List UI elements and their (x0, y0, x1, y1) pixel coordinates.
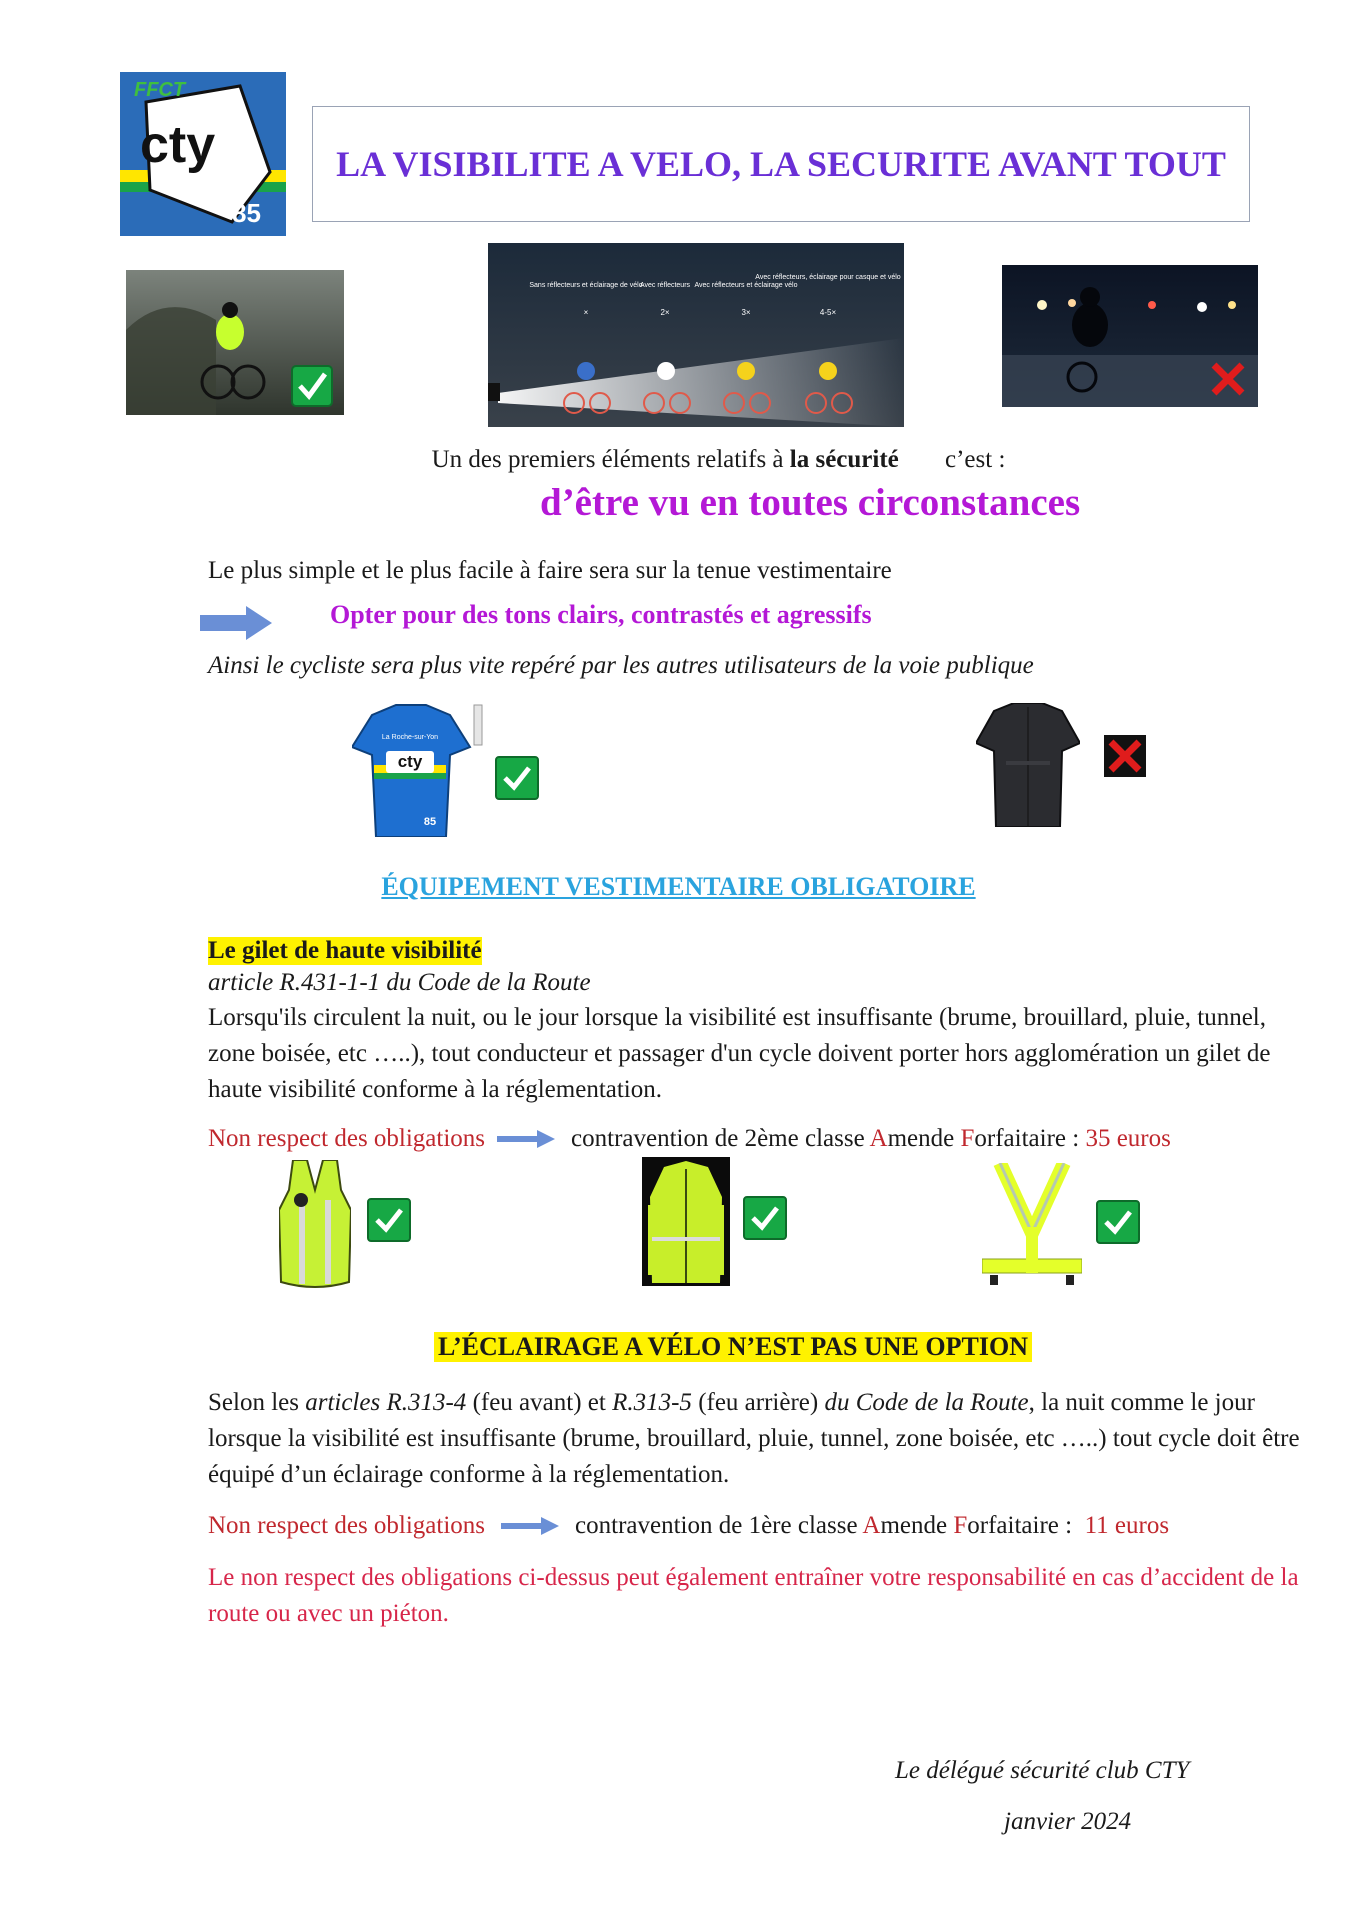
forfaitaire-initial: F (960, 1125, 975, 1152)
penalty-line-2 (208, 1512, 1169, 1540)
hi-vis-vest-image (279, 1160, 351, 1290)
amende-rest: mende (880, 1512, 954, 1539)
night-cyclist-photo (1002, 265, 1258, 407)
gilet-title: Le gilet de haute visibilité (208, 937, 482, 964)
gilet-article: article R.431-1-1 du Code de la Route (208, 969, 591, 996)
club-jersey-image (352, 703, 498, 837)
svg-text:4-5×: 4-5× (819, 308, 837, 317)
reflector-comparison-image (488, 243, 904, 427)
foggy-cyclist-photo (126, 270, 344, 415)
svg-text:FFCT: FFCT (134, 79, 186, 101)
svg-text:Avec réflecteurs et éclairage: Avec réflecteurs et éclairage vélo (694, 282, 798, 289)
signature-date: janvier 2024 (1004, 1808, 1132, 1835)
clothing-advice: Opter pour des tons clairs, contrastés et agressifs (330, 600, 872, 629)
lighting-body (208, 1385, 1308, 1493)
title-box (312, 106, 1250, 222)
check-mark-icon (495, 756, 539, 800)
svg-text:3×: 3× (741, 308, 751, 317)
intro-suffix: c’est : (938, 446, 1006, 473)
penalty-text: contravention de 2ème classe (571, 1125, 870, 1152)
cross-icon (1104, 735, 1146, 777)
dark-jersey-image (976, 703, 1080, 827)
lighting-text: , la nuit comme le jour lorsque la visibilité est insuffisante (brume, brouillard, pluie, tunnel, zone boisée, etc …..) tout cycle doit être équipé d’un éclairage conforme à la réglementation. (208, 1389, 1300, 1488)
intro-bold: la sécurité (789, 446, 899, 473)
amende-initial: A (869, 1125, 888, 1152)
lighting-text: (feu arrière) (691, 1389, 825, 1416)
right-arrow-icon (200, 606, 272, 640)
gilet-body: Lorsqu'ils circulent la nuit, ou le jour lorsque la visibilité est insuffisante (brume, brouillard, pluie, tunnel, zone boisée, etc …..), tout conducteur et passager d'un cycle doivent porter hors agglomération un gilet de haute visibilité conforme à la réglementation. (208, 1004, 1271, 1103)
svg-text:cty: cty (140, 116, 216, 174)
svg-text:85: 85 (232, 198, 261, 228)
right-arrow-icon (497, 1130, 555, 1148)
svg-text:La Roche-sur-Yon: La Roche-sur-Yon (381, 734, 439, 741)
lighting-text: Selon les (208, 1389, 306, 1416)
check-mark-icon (1096, 1200, 1140, 1244)
amende-initial: A (862, 1512, 881, 1539)
clothing-note: Ainsi le cycliste sera plus vite repéré par les autres utilisateurs de la voie publique (208, 652, 1034, 679)
page-title: LA VISIBILITE A VELO, LA SECURITE AVANT TOUT (336, 144, 1226, 184)
section-title-lighting: L’ÉCLAIRAGE A VÉLO N’EST PAS UNE OPTION (434, 1332, 1032, 1362)
intro-prefix: Un des premiers éléments relatifs à (431, 446, 790, 473)
lighting-text: (feu avant) et (466, 1389, 613, 1416)
check-mark-icon (367, 1198, 411, 1242)
svg-text:Avec réflecteurs, éclairage po: Avec réflecteurs, éclairage pour casque et vélo (755, 274, 901, 281)
signature-author: Le délégué sécurité club CTY (895, 1757, 1190, 1784)
headline: d’être vu en toutes circonstances (540, 481, 1081, 524)
check-mark-icon (743, 1196, 787, 1240)
svg-text:cty: cty (397, 752, 423, 771)
forfaitaire-initial: F (953, 1512, 968, 1539)
penalty-amount: 35 euros (1085, 1125, 1171, 1152)
clothing-line: Le plus simple et le plus facile à faire sera sur la tenue vestimentaire (208, 557, 892, 584)
svg-text:2×: 2× (660, 308, 670, 317)
svg-text:85: 85 (423, 816, 437, 828)
intro-line (0, 446, 1357, 474)
penalty-amount: 11 euros (1084, 1512, 1170, 1539)
amende-rest: mende (887, 1125, 961, 1152)
cty-logo (120, 72, 286, 236)
hi-vis-harness-image (982, 1163, 1082, 1287)
penalty-label: Non respect des obligations (208, 1125, 486, 1152)
section-title-equipment: ÉQUIPEMENT VESTIMENTAIRE OBLIGATOIRE (381, 872, 976, 901)
forfaitaire-rest: orfaitaire : (974, 1125, 1086, 1152)
penalty-text: contravention de 1ère classe (575, 1512, 863, 1539)
svg-text:Avec réflecteurs: Avec réflecteurs (639, 282, 691, 289)
right-arrow-icon (501, 1517, 559, 1535)
penalty-label: Non respect des obligations (208, 1512, 486, 1539)
penalty-line-1 (208, 1125, 1171, 1153)
svg-text:Sans réflecteurs et éclairage: Sans réflecteurs et éclairage de vélo (529, 282, 643, 289)
article-rear-light: R.313-5 (612, 1389, 692, 1416)
forfaitaire-rest: orfaitaire : (967, 1512, 1085, 1539)
svg-text:×: × (583, 308, 589, 317)
hi-vis-jacket-image (642, 1157, 730, 1286)
article-front-light: articles R.313-4 (305, 1389, 467, 1416)
check-mark-icon (292, 366, 332, 406)
liability-warning: Le non respect des obligations ci-dessus peut également entraîner votre responsabilité en cas d’accident de la route ou avec un piéton. (208, 1564, 1299, 1627)
code-de-la-route: du Code de la Route (824, 1389, 1029, 1416)
